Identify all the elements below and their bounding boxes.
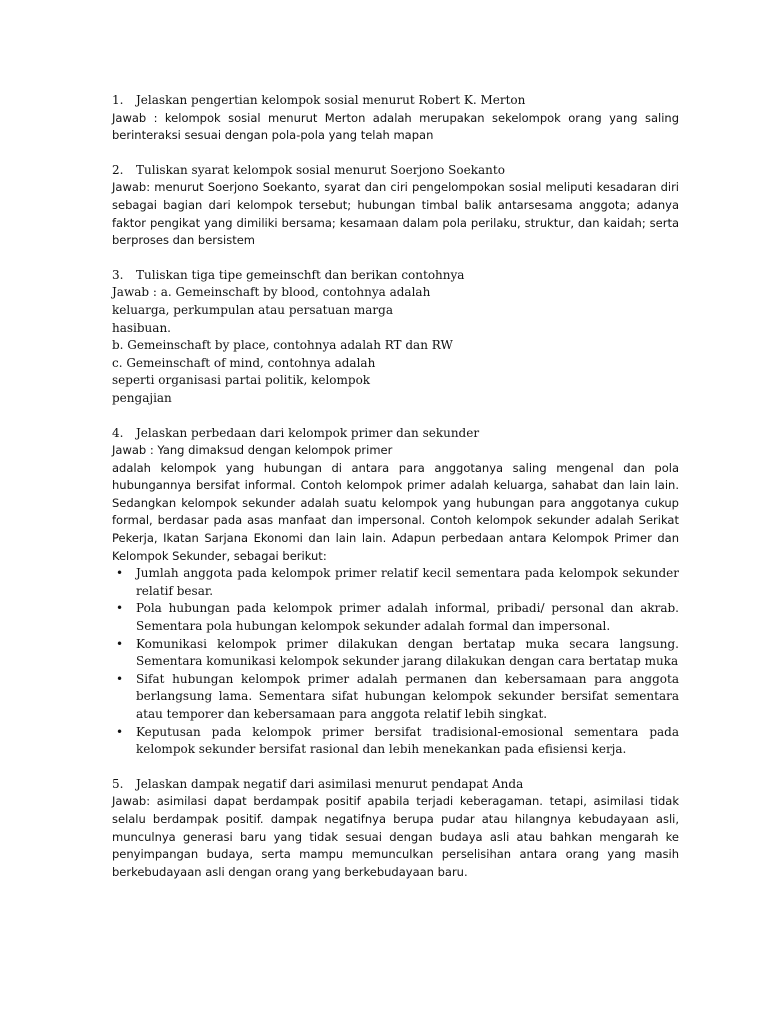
answer-text: Jawab : kelompok sosial menurut Merton adalah merupakan sekelompok orang yang saling berinteraksi sesuai dengan pola-pola yang telah mapan bbox=[112, 110, 679, 143]
answer-line-c3: pengajian bbox=[112, 390, 172, 405]
list-item-text: Jumlah anggota pada kelompok primer relatif kecil sementara pada kelompok sekunder relatif besar. bbox=[136, 566, 679, 598]
bullet-icon: • bbox=[116, 724, 124, 739]
question-title: Jelaskan pengertian kelompok sosial menurut Robert K. Merton bbox=[136, 93, 526, 107]
list-item-text: Keputusan pada kelompok primer bersifat tradisional-emosional sementara pada kelompok sekunder bersifat rasional dan lebih menekankan pada efisiensi kerja. bbox=[136, 724, 679, 757]
list-item bbox=[112, 636, 679, 671]
list-item-text: Pola hubungan pada kelompok primer adalah informal, pribadi/ personal dan akrab. Sementara pola hubungan kelompok sekunder adalah formal dan impersonal. bbox=[136, 601, 679, 634]
question-5 bbox=[112, 776, 679, 882]
bullet-list bbox=[112, 565, 679, 759]
answer-line-a1: Jawab : a. Gemeinschaft by blood, contohnya adalah bbox=[112, 285, 431, 300]
question-4 bbox=[112, 425, 679, 759]
list-item bbox=[112, 671, 679, 724]
question-5-heading bbox=[112, 776, 679, 794]
question-title: Jelaskan perbedaan dari kelompok primer dan sekunder bbox=[136, 425, 480, 440]
bullet-icon: • bbox=[116, 671, 124, 686]
answer-line-b: b. Gemeinschaft by place, contohnya adalah RT dan RW bbox=[112, 338, 453, 353]
question-title: Jelaskan dampak negatif dari asimilasi menurut pendapat Anda bbox=[136, 776, 524, 791]
answer-line-c1: c. Gemeinschaft of mind, contohnya adalah bbox=[112, 355, 376, 370]
question-3-heading bbox=[112, 267, 679, 285]
question-title: Tuliskan tiga tipe gemeinschft dan berikan contohnya bbox=[136, 267, 465, 282]
answer-line-c2: seperti organisasi partai politik, kelompok bbox=[112, 373, 371, 388]
list-item bbox=[112, 565, 679, 600]
question-4-heading bbox=[112, 425, 679, 443]
answer-line-a2: keluarga, perkumpulan atau persatuan marga bbox=[112, 302, 393, 317]
question-title: Tuliskan syarat kelompok sosial menurut Soerjono Soekanto bbox=[136, 162, 505, 177]
answer-text: Jawab: menurut Soerjono Soekanto, syarat dan ciri pengelompokan sosial meliputi kesadaran diri sebagai bagian dari kelompok tersebut; hubungan timbal balik antarsesama anggota; adanya faktor pengikat yang dimiliki bersama; kesamaan dalam pola perilaku, struktur, dan kaidah; serta berproses dan bersistem bbox=[112, 180, 679, 248]
question-number: 2. bbox=[112, 162, 124, 177]
answer-text: adalah kelompok yang hubungan di antara para anggotanya saling mengenal dan pola hubungannya bersifat informal. Contoh kelompok primer adalah keluarga, sahabat dan lain lain. Sedangkan kelompok sekunder adalah suatu kelompok yang hubungan para anggotanya cukup formal, berdasar pada asas manfaat dan impersonal. Contoh kelompok sekunder adalah Serikat Pekerja, Ikatan Sarjana Ekonomi dan lain lain. Adapun perbedaan antara Kelompok Primer dan Kelompok Sekunder, sebagai berikut: bbox=[112, 460, 679, 563]
question-3 bbox=[112, 267, 679, 408]
list-item bbox=[112, 600, 679, 635]
list-item-text: Sifat hubungan kelompok primer adalah permanen dan kebersamaan para anggota berlangsung lama. Sementara sifat hubungan kelompok sekunder bersifat sementara atau temporer dan kebersamaan para anggota relatif lebih singkat. bbox=[136, 671, 679, 721]
list-item bbox=[112, 724, 679, 759]
bullet-icon: • bbox=[116, 601, 124, 616]
question-number: 3. bbox=[112, 267, 124, 282]
question-number: 5. bbox=[112, 776, 124, 791]
bullet-icon: • bbox=[116, 566, 124, 581]
list-item-text: Komunikasi kelompok primer dilakukan dengan bertatap muka secara langsung. Sementara komunikasi kelompok sekunder jarang dilakukan dengan cara bertatap muka bbox=[136, 636, 679, 669]
answer-line-a3: hasibuan. bbox=[112, 320, 171, 335]
question-2-heading bbox=[112, 162, 679, 180]
bullet-icon: • bbox=[116, 636, 124, 651]
question-number: 1. bbox=[112, 93, 124, 107]
question-2 bbox=[112, 162, 679, 250]
question-number: 4. bbox=[112, 425, 124, 440]
question-1-heading bbox=[112, 92, 679, 110]
question-1 bbox=[112, 92, 679, 145]
answer-label: Jawab : Yang dimaksud dengan kelompok primer bbox=[112, 443, 393, 458]
document-page bbox=[112, 92, 679, 881]
answer-text: Jawab: asimilasi dapat berdampak positif apabila terjadi keberagaman. tetapi, asimilasi tidak selalu berdampak positif. dampak negatifnya berupa pudar atau hilangnya kebudayaan asli, munculnya generasi baru yang tidak sesuai dengan budaya asli atau bahkan mengarah ke penyimpangan budaya, serta mampu memunculkan perselisihan antara orang yang masih berkebudayaan asli dengan orang yang berkebudayaan baru. bbox=[112, 794, 679, 879]
